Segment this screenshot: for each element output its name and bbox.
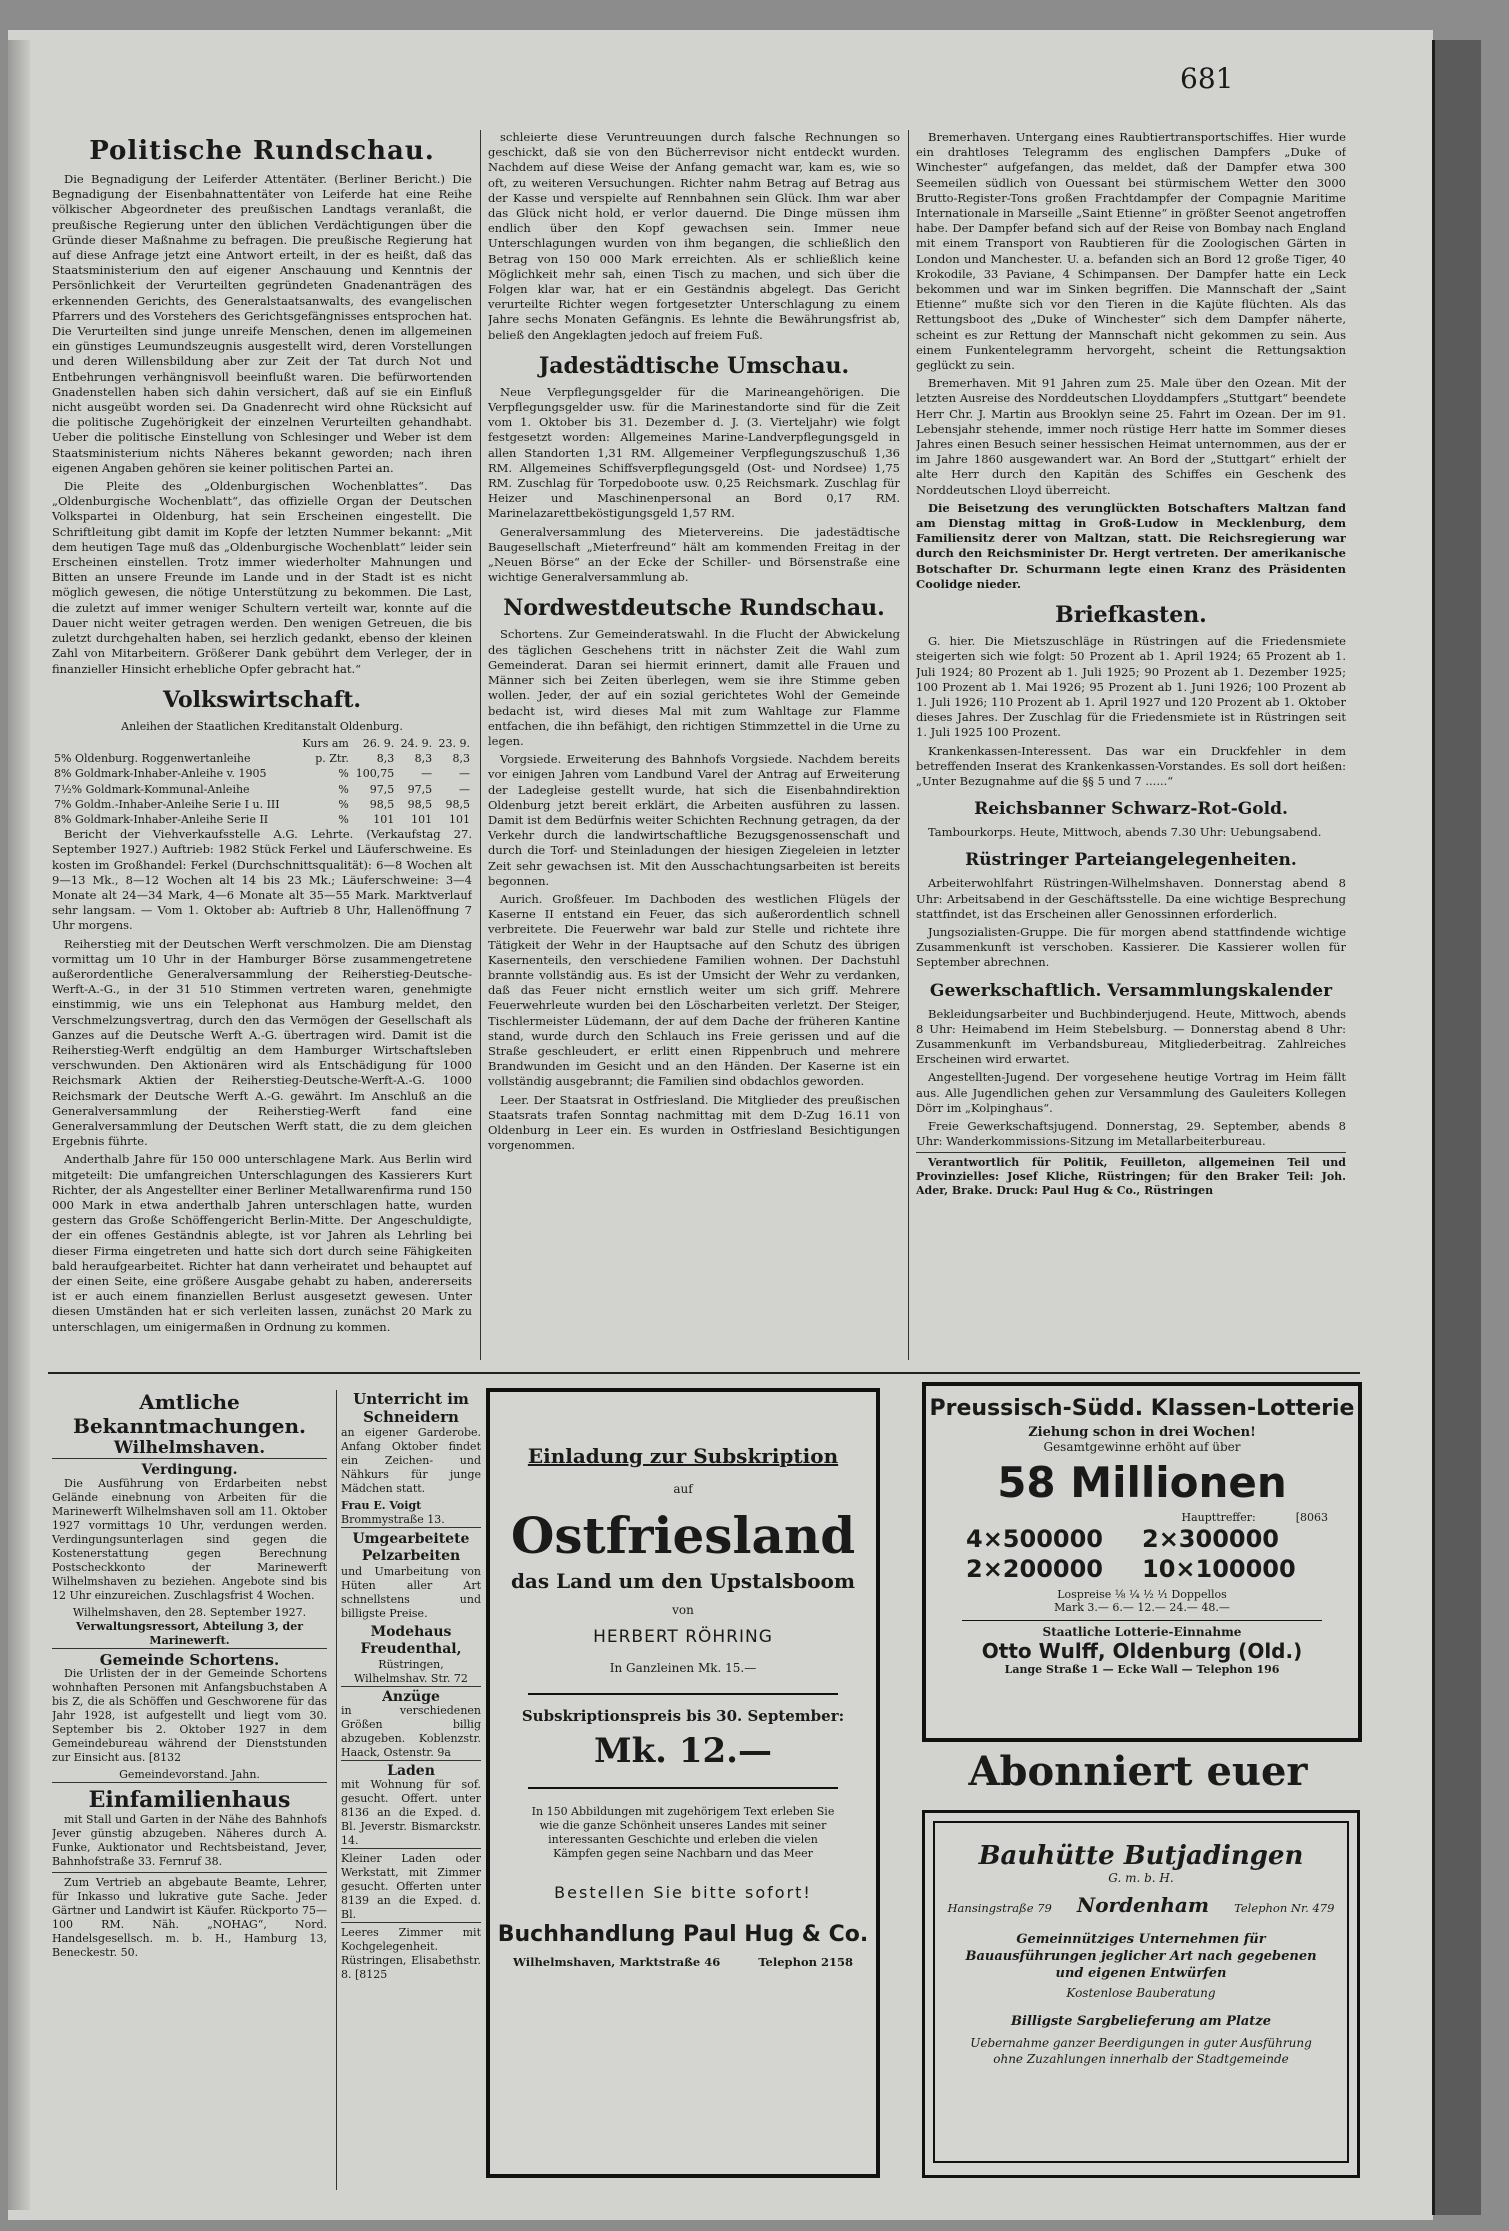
sub-order: Bestellen Sie bitte sofort! — [554, 1883, 812, 1902]
laden-title: Laden — [387, 1763, 435, 1779]
article-jungsozialisten: Jungsozialisten-Gruppe. Die für morgen abend stattfindende wichtige Zusammenkunft ist verschoben. Kassierer. Die Kassierer wollen für September abrechnen. — [916, 924, 1346, 970]
einfam-title: Einfamilienhaus — [88, 1787, 291, 1813]
article-arbeiterwohlfahrt: Arbeiterwohlfahrt Rüstringen-Wilhelmshaven. Donnerstag abend 8 Uhr: Arbeitsabend in der Geschäftsstelle. Da eine wichtige Besprechung stattfindet, ist das Erscheinen aller Genossinnen erforderlich. — [916, 876, 1346, 921]
pelz-title: Umgearbeitete Pelzarbeiten — [352, 1531, 470, 1564]
kurs-cell: 100,75 — [355, 767, 395, 781]
column-rule — [480, 130, 481, 1360]
kurs-cell: % — [338, 767, 349, 781]
lotto-code: [8063 — [1295, 1511, 1328, 1524]
anzuege-title: Anzüge — [382, 1689, 440, 1705]
article-viehverkauf: Bericht der Viehverkaufsstelle A.G. Lehrte. (Verkaufstag 27. September 1927.) Auftrieb: 1982 Stück Ferkel und Läuferschweine. Es kosten im Großhandel: Ferkel (Durchschnittsqualität): 6—8 Wochen alt 9—13 Mk., 8—12 Wochen alt 14 bis 23 Mk.; Läuferschweine: 3—4 Monate alt 24—34 Mark, 4—6 Monate alt 35—55 Mark. Marktverlauf sehr langsam. — Vom 1. Oktober ab: Auftrieb 8 Uhr, Hallenöffnung 7 Uhr morgens. — [52, 827, 472, 933]
lotto-hauptlabel: Haupttreffer: — [1181, 1511, 1256, 1524]
kurs-cell: 98,5 — [369, 797, 395, 811]
article-unterschlagung: Anderthalb Jahre für 150 000 unterschlagene Mark. Aus Berlin wird mitgeteilt: Die umfangreichen Unterschlagungen des Kassierers Kurt Richter, der als Angestellter einer Berliner Metallwarenfirma rund 150 000 Mark in etwa anderthalb Jahren unterschlagen hatte, wurden gestern das Große Schöffengericht Berlin-Mitte. Der Angeschuldigte, der ein offenes Geständnis ablegte, ist vor Jahren als Lehrling bei dieser Firma eingetreten und hatte sich dort durch seine Fähigkeiten bald heraufgearbeitet. Richter hat dann verheiratet und behauptet auf der einen Seite, eine größere Ausgabe gehabt zu haben, andererseits ist er auch einem finanziellen Berlust ausgesetzt gewesen. Unter diesen Umständen hat er sich verleiten lassen, zunächst 20 Mark zu unterschlagen, um einigermaßen in Ordnung zu kommen. — [52, 1152, 472, 1334]
lotto-prize: 2×200000 — [966, 1555, 1104, 1583]
sub-phone: Telephon 2158 — [758, 1955, 853, 1969]
kurs-cell: % — [338, 782, 349, 796]
page-fold — [8, 40, 30, 2210]
sub-binding: In Ganzleinen Mk. 15.— — [609, 1661, 757, 1675]
bau-text3: Billigste Sargbelieferung am Platze — [1011, 2014, 1271, 2029]
kurs-cell: 98,5 — [407, 797, 433, 811]
heading-reichsbanner: Reichsbanner Schwarz-Rot-Gold. — [974, 799, 1288, 820]
article-bekleidungsarbeiter: Bekleidungsarbeiter und Buchbinderjugend. Heute, Mittwoch, abends 8 Uhr: Heimabend im Heim Stebelsburg. — Donnerstag abend 8 Uhr: Zusammenkunft im Verbandsbureau, Mitgliederbeitrag. Zahlreiches Erscheinen wird erwartet. — [916, 1006, 1346, 1067]
sub-author: HERBERT RÖHRING — [593, 1627, 773, 1647]
kurs-cell: — — [459, 767, 470, 781]
kurs-cell: 5% Oldenburg. Roggenwertanleihe — [54, 752, 251, 766]
kurs-header-cell: Kurs am — [302, 736, 349, 750]
bau-text: Gemeinnütziges Unternehmen für Bauausführungen jeglicher Art nach gegebenen und eigenen Entwürfen — [965, 1932, 1317, 1981]
heading-partei: Rüstringer Parteiangelegenheiten. — [965, 850, 1297, 871]
kurs-header-row — [52, 736, 472, 751]
bau-phone: Telephon Nr. 479 — [1234, 1901, 1335, 1915]
sub-contact-row — [513, 1955, 853, 1969]
kurs-cell: 101 — [373, 812, 395, 826]
kurs-cell: 8% Goldmark-Inhaber-Anleihe v. 1905 — [54, 767, 267, 781]
article-schortens: Schortens. Zur Gemeinderatswahl. In die Flucht der Abwickelung des täglichen Geschehens tritt in nächster Zeit die Wahl zum Gemeinderat. Daran sei hiermit erinnert, damit alle Frauen und Männer sich bei Zeiten überlegen, wem sie ihre Stimme geben wollen. Jeder, der auf ein sozial gerichtetes Wohl der Gemeinde bedacht ist, wird dieses Mal mit zum Wahltage zur Flamme entfachen, die ihn befähigt, den richtigen Stimmzettel in die Urne zu legen. — [488, 627, 900, 748]
laden-text: mit Wohnung für sof. gesucht. Offert. unter 8136 an die Exped. d. Bl. Jeverstr. Bismarckstr. 14. — [341, 1778, 481, 1847]
gemeinde-text: Die Urlisten der in der Gemeinde Schortens wohnhaften Personen mit Anfangsbuchstaben A bis Z, die als Schöffen und Geschworene für das Jahr 1928, ist aufgestellt und liegt vom 30. September bis 2. Oktober 1927 in dem Gemeindebureau während der Dienststunden zur Einsicht aus. [8132 — [52, 1667, 327, 1764]
sub-von: von — [672, 1603, 694, 1617]
article-krankenkasse: Krankenkassen-Interessent. Das war ein Druckfehler in dem betreffenden Inserat des Krankenkassen-Vorstandes. Es soll dort heißen: „Unter Bezugnahme auf die §§ 5 und 7 ......“ — [916, 743, 1346, 788]
kurs-row — [52, 812, 472, 827]
bau-city: Nordenham — [1076, 1893, 1209, 1917]
sub-book-title: Ostfriesland — [510, 1506, 856, 1565]
verdingung-title: Verdingung. — [141, 1462, 238, 1478]
gemeinde-sign: Gemeindevorstand. Jahn. — [52, 1768, 327, 1783]
ads-small — [336, 1390, 481, 2190]
bau-gmbh: G. m. b. H. — [1108, 1871, 1174, 1885]
heading-nordwestdeutsche: Nordwestdeutsche Rundschau. — [503, 595, 885, 622]
bau-addr: Hansingstraße 79 — [947, 1901, 1052, 1915]
imprint: Verantwortlich für Politik, Feuilleton, allgemeinen Teil und Provinzielles: Josef Kliche, Rüstringen; für den Braker Teil: Joh. Ader, Brake. Druck: Paul Hug & Co., Rüstringen — [916, 1152, 1346, 1198]
heading-volkswirtschaft: Volkswirtschaft. — [162, 686, 362, 713]
lotto-prize: 10×100000 — [1142, 1555, 1296, 1583]
kurs-subtitle: Anleihen der Staatlichen Kreditanstalt Oldenburg. — [121, 719, 403, 733]
sub-book-subtitle: das Land um den Upstalsboom — [510, 1569, 856, 1593]
kurs-cell: 7½% Goldmark-Kommunal-Anleihe — [54, 782, 250, 796]
kurs-header-cell: 24. 9. — [400, 736, 433, 750]
lotto-sub: Ziehung schon in drei Wochen! — [1028, 1425, 1256, 1440]
heading-jadestaedtische: Jadestädtische Umschau. — [538, 352, 850, 379]
ad-bauhuette — [922, 1810, 1360, 2178]
kurs-cell: p. Ztr. — [315, 752, 349, 766]
kurs-cell: 98,5 — [445, 797, 470, 811]
sub-until: Subskriptionspreis bis 30. September: — [521, 1707, 845, 1725]
article-verpflegung: Neue Verpflegungsgelder für die Marineangehörigen. Die Verpflegungsgelder usw. für die Marinestandorte sind für die Zeit vom 1. Oktober bis 31. Dezember d. J. (3. Vierteljahr) wie folgt festgesetzt worden: Allgemeines Marine-Landverpflegungsgeld in allen Standorten 1,31 RM. Allgemeiner Verpflegungszuschuß 1,36 RM. Allgemeines Schiffsverpflegungsgeld (Ost- und Nordsee) 1,75 RM. Zuschlag für Torpedoboote usw. 0,25 Reichsmark. Zuschlag für Heizer und Maschinenpersonal an Bord 0,17 RM. Marinelazarettbeköstigungsgeld 1,57 RM. — [488, 384, 900, 521]
bau-text4: Uebernahme ganzer Beerdigungen in guter Ausführung ohne Zuzahlungen innerhalb der Stadtgemeinde — [970, 2036, 1312, 2066]
modehaus-title: Modehaus Freudenthal, — [360, 1624, 462, 1657]
amtlich-place: Wilhelmshaven. — [52, 1438, 327, 1459]
kurs-cell: 8% Goldmark-Inhaber-Anleihe Serie II — [54, 812, 269, 826]
abo-slogan: Abonniert euer — [968, 1748, 1308, 1795]
lotto-big: 58 Millionen — [997, 1458, 1287, 1507]
kurs-cell: 97,5 — [369, 782, 395, 796]
sub-text: In 150 Abbildungen mit zugehörigem Text erleben Sie wie die ganze Schönheit unseres Landes mit seiner interessanten Geschichte und erleben die vielen Kämpfen gegen seine Nachbarn und das Meer — [531, 1805, 835, 1860]
heading-gewerkschaft: Gewerkschaftlich. Versammlungskalender — [929, 980, 1333, 1001]
sub-shop: Buchhandlung Paul Hug & Co. — [497, 1922, 869, 1947]
kurs-row — [52, 766, 472, 781]
kurs-row — [52, 797, 472, 812]
article-leer: Leer. Der Staatsrat in Ostfriesland. Die Mitglieder des preußischen Staatsrats trafen Sonntag nachmittag mit dem D-Zug 16.11 von Oldenburg in Leer ein. Es wurden in Ostfriesland Besichtigungen vorgenommen. — [488, 1092, 900, 1153]
page-number: 681 — [1180, 62, 1234, 95]
heading-politische-rundschau: Politische Rundschau. — [89, 136, 435, 166]
kurs-cell: — — [459, 782, 470, 796]
lotto-haupt-row — [926, 1511, 1358, 1524]
sub-title: Einladung zur Subskription — [527, 1444, 839, 1468]
bau-contact-row — [935, 1893, 1347, 1917]
kurs-cell: 7% Goldm.-Inhaber-Anleihe Serie I u. III — [54, 797, 280, 811]
sub-price: Mk. 12.— — [593, 1731, 773, 1771]
article-unterschlagung-cont: schleierte diese Veruntreuungen durch falsche Rechnungen so geschickt, daß sie von den Bücherrevisor nicht entdeckt wurden. Nachdem auf diese Weise der Anfang gemacht war, kam es, wie so oft, zu weiteren Versuchungen. Richter nahm Betrag auf Betrag aus der Kasse und verspielte auf Rennbahnen sein Glück. Ihm war aber das Glück nicht hold, er verlor dauernd. Die Dinge müssen ihm endlich über den Kopf gewachsen sein. Immer neue Unterschlagungen wurden von ihm begangen, die schließlich den Betrag von 150 000 Mark erreichten. Als er schließlich keine Möglichkeit mehr sah, einen Tisch zu machen, und sich über die Folgen klar war, hat er ein Geständnis abgelegt. Das Gericht verurteilte Richter wegen fortgesetzter Unterschlagung zu einem Jahre sechs Monaten Gefängnis. Es lehnte die Bewährungsfrist ab, beließ den Angeklagten jedoch auf freiem Fuß. — [488, 130, 900, 342]
sub-auf: auf — [673, 1482, 693, 1496]
article-reiherstieg: Reiherstieg mit der Deutschen Werft verschmolzen. Die am Dienstag vormittag um 10 Uhr in der Hamburger Börse zusammengetretene außerordentliche Generalversammlung der Reiherstieg-Deutsche-Werft-A.-G., in der 31 510 Stimmen vertreten waren, genehmigte einstimmig, wie uns ein Telephonat aus Hamburg meldet, den Verschmelzungsvertrag, durch den das Vermögen der Gesellschaft als Ganzes auf die Deutsche Werft A.-G. übertragen wird. Damit ist die Reiherstieg-Werft endgültig an dem Hamburger Wirtschaftsleben verschwunden. Den Aktionären wird als Entschädigung für 1000 Reichsmark Aktien der Reiherstieg-Deutsche-Werft-A.-G. 1000 Reichsmark der Deutsche Werft A.-G. gewährt. Im Anschluß an die Generalversammlung der Reiherstieg-Werft fand eine Generalversammlung der Deutschen Werft statt, die zu dem gleichen Ergebnis führte. — [52, 936, 472, 1149]
article-raubtiertransport: Bremerhaven. Untergang eines Raubtiertransportschiffes. Hier wurde ein drahtloses Telegramm des englischen Dampfers „Duke of Winchester“ aufgefangen, das meldet, daß der Dampfer etwa 300 Seemeilen südlich von Ouessant bei stürmischem Wetter den 3000 Brutto-Register-Tons großen Frachtdampfer der Compagnie Maritime Internationale in Marseille „Saint Etienne“ in größter Seenot angetroffen habe. Der Dampfer befand sich auf der Reise von Bombay nach England mit einem Transport von Raubtieren für die Zoologischen Gärten in London und Manchester. U. a. befanden sich an Bord 12 große Tiger, 40 Krokodile, 33 Paviane, 4 Schimpansen. Der Dampfer hatte ein Leck bekommen und war im Sinken begriffen. Die Mannschaft der „Saint Etienne“ mußte sich vor den Tieren in die Kajüte flüchten. Als das Rettungsboot des „Duke of Winchester“ sich dem Dampfer näherte, scheint es zur Rettung der Mannschaft nicht gekommen zu sein. Aus einem Funkentelegramm hervorgeht, scheint die Rettungsaktion geglückt zu sein. — [916, 130, 1346, 373]
verdingung-text: Die Ausführung von Erdarbeiten nebst Gelände einebnung von Arbeiten für die Marinewerft Wilhelmshaven soll am 11. Oktober 1927 vormittags 10 Uhr, verdungen werden. Verdingungsunterlagen sind gegen die Kostenerstattung gegen Berechnung Postscheckkonto der Marinewerft Wilhelmshaven zu beziehen. Angebote sind bis 12 Uhr einzureichen. Zuschlagsfrist 4 Wochen. — [52, 1477, 327, 1602]
kurs-cell: 8,3 — [452, 752, 470, 766]
ad-lotterie — [922, 1382, 1362, 1742]
lotto-divider — [962, 1620, 1322, 1621]
ad-subskription — [486, 1388, 880, 2178]
lotto-title: Preussisch-Südd. Klassen-Lotterie — [929, 1396, 1355, 1421]
kurs-row — [52, 751, 472, 766]
kurs-cell: — — [421, 767, 433, 781]
column-rule — [908, 130, 909, 1360]
kurs-header-cell — [52, 736, 297, 751]
kurs-table — [52, 736, 472, 827]
lotto-mark: Mark 3.— 6.— 12.— 24.— 48.— — [1054, 1601, 1230, 1614]
verdingung-sign: Verwaltungsressort, Abteilung 3, der Marinewerft. — [52, 1620, 327, 1649]
sub-addr: Wilhelmshaven, Marktstraße 46 — [513, 1955, 721, 1969]
book-binding — [1432, 40, 1481, 2215]
ads-amtlich — [52, 1390, 327, 2190]
article-angestellten: Angestellten-Jugend. Der vorgesehene heutige Vortrag im Heim fällt aus. Alle Jugendlichen gehen zur Versammlung des Gauleiters Kollegen Dörr im „Kolpinghaus“. — [916, 1070, 1346, 1115]
article-mieterverein: Generalversammlung des Mietervereins. Die jadestädtische Baugesellschaft „Mieterfreund“ hält am kommenden Freitag in der „Neuen Börse“ an der Ecke der Schiller- und Börsenstraße eine wichtige Generalversammlung ab. — [488, 524, 900, 585]
bau-text2: Kostenlose Bauberatung — [1066, 1986, 1216, 2000]
sub-divider — [528, 1787, 838, 1789]
kurs-cell: 101 — [449, 812, 470, 826]
article-tambourkorps: Tambourkorps. Heute, Mittwoch, abends 7.30 Uhr: Uebungsabend. — [928, 825, 1322, 840]
kurs-row — [52, 782, 472, 797]
kleiner-laden-text: Kleiner Laden oder Werkstatt, mit Zimmer gesucht. Offerten unter 8139 an die Exped. d. Bl. — [341, 1852, 481, 1921]
gemeinde-title: Gemeinde Schortens. — [99, 1651, 280, 1669]
column-regional — [916, 130, 1346, 1365]
column-politics — [52, 130, 472, 1365]
section-rule — [48, 1372, 1360, 1374]
einfam-text: mit Stall und Garten in der Nähe des Bahnhofs Jever günstig abzugeben. Näheres durch A. Funke, Auktionator und Rechtsbeistand, Jever, Bahnhofstraße 33. Fernruf 38. — [52, 1813, 327, 1868]
kurs-cell: 97,5 — [407, 782, 433, 796]
einfam-text2: Zum Vertrieb an abgebaute Beamte, Lehrer, für Inkasso und lukrative gute Sache. Jeder Gärtner und Landwirt ist Käufer. Rückporto 75—100 RM. Näh. „NOHAG“, Nord. Handelsgesellsch. m. b. H., Hamburg 13, Beneckestr. 50. — [52, 1872, 327, 1960]
heading-briefkasten: Briefkasten. — [1055, 602, 1207, 629]
lotto-staatl: Staatliche Lotterie-Einnahme — [1042, 1625, 1242, 1639]
article-mietzuschlaege: G. hier. Die Mietszuschläge in Rüstringen auf die Friedensmiete steigerten sich wie folgt: 50 Prozent ab 1. April 1924; 65 Prozent ab 1. Juli 1924; 80 Prozent ab 1. Juli 1925; 90 Prozent ab 1. Dezember 1925; 100 Prozent ab 1. Mai 1926; 95 Prozent ab 1. Juni 1926; 100 Prozent ab 1. Juli 1926; 110 Prozent ab 1. April 1927 und 120 Prozent ab 1. Oktober dieses Jahres. Der Zuschlag für die Friedensmiete ist in Rüstringen seit 1. Juli 1925 100 Prozent. — [916, 634, 1346, 740]
lotto-sub2: Gesamtgewinne erhöht auf über — [1043, 1440, 1241, 1454]
modehaus-text: Rüstringen, Wilhelmshav. Str. 72 — [341, 1658, 481, 1687]
lotto-name: Otto Wulff, Oldenburg (Old.) — [981, 1639, 1303, 1663]
kurs-header-cell: 23. 9. — [438, 736, 470, 750]
unterricht-addr: Brommystraße 13. — [341, 1513, 481, 1528]
article-maltzan: Die Beisetzung des verunglückten Botschafters Maltzan fand am Dienstag mittag in Groß-Ludow in Mecklenburg, dem Familiensitz derer von Maltzan, statt. Die Reichsregierung war durch den Reichsminister Dr. Hergt vertreten. Der amerikanische Botschafter Dr. Schurmann legte einen Kranz des Präsidenten Coolidge nieder. — [916, 500, 1346, 591]
kurs-cell: 8,3 — [414, 752, 433, 766]
article-91-jahre: Bremerhaven. Mit 91 Jahren zum 25. Male über den Ozean. Mit der letzten Ausreise des Norddeutschen Lloyddampfers „Stuttgart“ beendete Herr Chr. J. Martin aus Brooklyn seine 25. Fahrt im Ozean. Der im 91. Lebensjahr stehende, immer noch rüstige Herr hatte im Sommer dieses Jahres einen Besuch seiner hessischen Heimat unternommen, aus der er im Jahre 1860 ausgewandert war. An Bord der „Stuttgart“ erhielt der alte Herr durch den Kapitän des Schiffes ein Geschenk des Norddeutschen Lloyd überreicht. — [916, 376, 1346, 497]
verdingung-footer: Wilhelmshaven, den 28. September 1927. — [72, 1606, 307, 1619]
kurs-cell: 101 — [411, 812, 433, 826]
unterricht-text: an eigener Garderobe. Anfang Oktober findet ein Zeichen- und Nähkurs für junge Mädchen statt. — [341, 1426, 481, 1495]
article-vorgsiede: Vorgsiede. Erweiterung des Bahnhofs Vorgsiede. Nachdem bereits vor einigen Jahren vom Landbund Varel der Antrag auf Erweiterung der Ladegleise gestellt wurde, hat sich die Eisenbahndirektion Oldenburg jetzt bereit erklärt, die Arbeiten ausführen zu lassen. Damit ist dem Bedürfnis weiter Schichten Rechnung getragen, da der Verkehr durch die landwirtschaftliche Bezugsgenossenschaft und durch die Torf- und Steinladungen der hiesigen Ziegeleien in letzter Zeit sehr gewachsen ist. Mit den Ausschachtungsarbeiten ist bereits begonnen. — [488, 752, 900, 888]
column-local — [488, 130, 900, 1365]
article-aurich: Aurich. Großfeuer. Im Dachboden des westlichen Flügels der Kaserne II entstand ein Feuer, das sich außerordentlich schnell verbreitete. Die Feuerwehr war bald zur Stelle und richtete ihre Tätigkeit der Wehr in der Hauptsache auf den Schutz des übrigen Kasernenteils, den verschiedene Familien wohnen. Der Dachstuhl brannte vollständig aus. Es ist der Umsicht der Wehr zu verdanken, daß das Feuer nicht ernstlich weiter um sich griff. Mehrere Feuerwehrleute wurden bei den Löscharbeiten verletzt. Der Steiger, Tischlermeister Lüdemann, der auf dem Dache der früheren Kantine stand, wurde durch den Schlauch ins Freie gerissen und auf die Straße geschleudert, er erlitt einen Rippenbruch und mehrere Brandwunden im Gesicht und an den Händen. Der Kaserne ist ein vollständig ausgebrannt; die Familien sind obdachlos geworden. — [488, 891, 900, 1089]
amtlich-title: Amtliche Bekanntmachungen. — [73, 1390, 306, 1438]
sub-divider — [528, 1693, 838, 1695]
leeres-zimmer-text: Leeres Zimmer mit Kochgelegenheit. Rüstringen, Elisabethstr. 8. [8125 — [341, 1926, 481, 1981]
lotto-prize: 4×500000 — [966, 1525, 1104, 1553]
kurs-cell: % — [338, 797, 349, 811]
lotto-lose: Lospreise ⅛ ¼ ½ ¹⁄₁ Doppellos — [1057, 1588, 1227, 1601]
anzuege-text: in verschiedenen Größen billig abzugeben. Koblenzstr. Haack, Ostenstr. 9a — [341, 1704, 481, 1759]
article-leiferde: Die Begnadigung der Leiferder Attentäter. (Berliner Bericht.) Die Begnadigung der Eisenbahnattentäter von Leiferde hat eine Reihe völkischer Abgeordneter des preußischen Landtags veranlaßt, die preußische Regierung unter den üblichen Verdächtigungen über die Gründe dieser Maßnahme zu befragen. Die preußische Regierung hat auf diese Anfrage jetzt eine Antwort erteilt, in der es heißt, daß das Staatsministerium den auf eigener Anschauung und Kenntnis der Persönlichkeit der Verurteilten gegründeten Gnadenanträgen des erkennenden Gerichts, des Generalstaatsanwalts, des evangelischen Pfarrers und des Vorstehers des Gerichtsgefängnisses entsprochen hat. Die Verurteilten sind junge unreife Menschen, denen im allgemeinen ein günstiges Leumundszeugnis ausgestellt wird, deren Vorstellungen und deren Willensbildung aber zur Zeit der Tat durch Not und Entbehrungen verhängnisvoll beeinflußt waren. Die befürwortenden Gnadenstellen haben sich dahin versichert, daß auf sie ein Einfluß nicht ausgeübt worden sei. Da Gnadenrecht wird ohne Rücksicht auf die politische Zugehörigkeit der einzelnen Verurteilten gehandhabt. Ueber die politische Einstellung von Schlesinger und Weber ist dem Staatsministerium nichts Näheres bekannt geworden; nach ihren eigenen Angaben gehören sie keiner politischen Partei an. — [52, 172, 472, 475]
kurs-cell: 8,3 — [376, 752, 395, 766]
lotto-addr: Lange Straße 1 — Ecke Wall — Telephon 196 — [1004, 1663, 1280, 1676]
lotto-prize: 2×300000 — [1142, 1525, 1280, 1553]
lotto-prize-grid — [926, 1524, 1358, 1584]
kurs-cell: % — [338, 812, 349, 826]
unterricht-name: Frau E. Voigt — [341, 1499, 422, 1512]
article-wochenblatt: Die Pleite des „Oldenburgischen Wochenblattes“. Das „Oldenburgische Wochenblatt“, das offizielle Organ der Deutschen Volkspartei in Oldenburg, hat sein Erscheinen eingestellt. Die Schriftleitung gibt damit im Kopfe der letzten Nummer bekannt: „Mit dem heutigen Tage muß das „Oldenburgische Wochenblatt“ leider sein Erscheinen einstellen. Trotz immer wiederholter Mahnungen und Bitten an unsere Freunde im Lande und in der Stadt ist es nicht möglich gewesen, die nötige Unterstützung zu bekommen. Die Last, die zuletzt auf immer weniger Schultern verteilt war, konnte auf die Dauer nicht weiter getragen werden. Den wenigen Getreuen, die bis zuletzt durchgehalten haben, sei herzlich gedankt, ebenso der kleinen Zahl von Mitarbeitern. Größerer Dank gebührt dem Verleger, der in finanzieller Hinsicht erhebliche Opfer gebracht hat.“ — [52, 479, 472, 676]
bau-title: Bauhütte Butjadingen — [978, 1841, 1304, 1871]
unterricht-title: Unterricht im Schneidern — [353, 1390, 469, 1426]
pelz-text: und Umarbeitung von Hüten aller Art schnellstens und billigste Preise. — [341, 1565, 481, 1620]
kurs-header-cell: 26. 9. — [362, 736, 395, 750]
article-gewerkschaftsjugend: Freie Gewerkschaftsjugend. Donnerstag, 29. September, abends 8 Uhr: Wanderkommissions-Sitzung im Metallarbeiterbureau. — [916, 1118, 1346, 1149]
